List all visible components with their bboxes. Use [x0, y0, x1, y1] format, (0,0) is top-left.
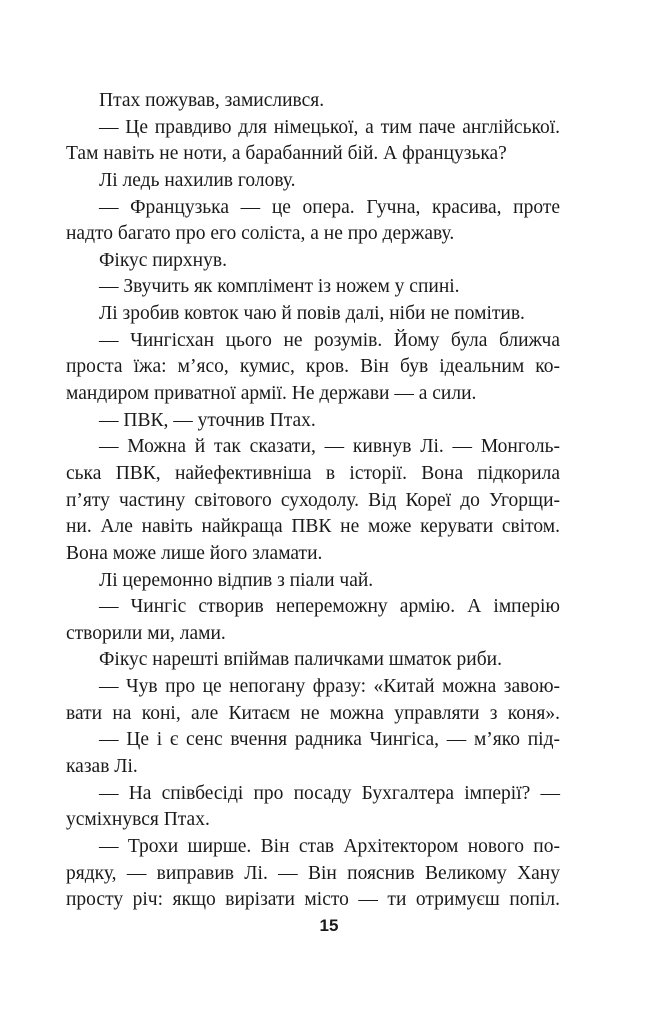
- text-line: — Французька — це опера. Гучна, красива, проте: [99, 196, 560, 218]
- text-line: Птах пожував, замислився.: [99, 90, 325, 111]
- text-line: — Чингіс створив непереможну армію. А імперію: [99, 596, 560, 618]
- body-text: [66, 88, 560, 914]
- text-line: — Звучить як комплімент із ножем у спині.: [99, 276, 460, 298]
- text-line: Там навіть не ноти, а барабанний бій. А французька?: [66, 143, 507, 165]
- text-line: казав Лі.: [66, 756, 138, 778]
- text-line: — Чингісхан цього не розумів. Йому була ближча: [99, 329, 560, 351]
- text-line: проста їжа: м’ясо, кумис, кров. Він був ідеальним ко-: [66, 356, 560, 378]
- text-line: усміхнувся Птах.: [66, 809, 210, 831]
- text-line: Лі церемонно відпив з піали чай.: [99, 569, 374, 591]
- text-line: Вона може лише його зламати.: [66, 542, 323, 564]
- text-line: Фікус нарешті впіймав паличками шматок риби.: [99, 649, 502, 671]
- text-line: просту річ: якщо вирізати місто — ти отримуєш попіл.: [66, 889, 560, 911]
- text-line: Фікус пирхнув.: [99, 249, 227, 271]
- text-line: створили ми, лами.: [66, 622, 226, 644]
- text-line: вати на коні, але Китаєм не можна управляти з коня».: [66, 702, 560, 724]
- text-line: надто багато про его соліста, а не про державу.: [66, 223, 455, 245]
- text-line: — Трохи ширше. Він став Архітектором нового по-: [99, 835, 560, 857]
- text-line: мандиром приватної армії. Не держави — а сили.: [66, 383, 477, 405]
- text-line: рядку, — виправив Лі. — Він пояснив Великому Хану: [66, 862, 560, 884]
- text-line: — Це правдиво для німецької, а тим паче англійської.: [99, 116, 560, 138]
- text-line: Лі ледь нахилив голову.: [99, 169, 296, 191]
- text-line: п’яту частину світового суходолу. Від Кореї до Угорщи-: [66, 489, 560, 511]
- text-line: Лі зробив ковток чаю й повів далі, ніби не помітив.: [99, 303, 525, 325]
- text-line: ська ПВК, найефективніша в історії. Вона підкорила: [66, 462, 560, 484]
- text-line: — Це і є сенс вчення радника Чингіса, — м’яко під-: [99, 729, 560, 751]
- text-line: — Можна й так сказати, — кивнув Лі. — Монголь-: [99, 436, 560, 458]
- text-line: — ПВК, — уточнив Птах.: [99, 409, 316, 431]
- page-number: 15: [319, 916, 339, 935]
- text-line: ни. Але навіть найкраща ПВК не може керувати світом.: [66, 516, 560, 538]
- text-line: — Чув про це непогану фразу: «Китай можна завою-: [99, 676, 560, 698]
- text-line: — На співбесіді про посаду Бухгалтера імперії? —: [99, 782, 560, 804]
